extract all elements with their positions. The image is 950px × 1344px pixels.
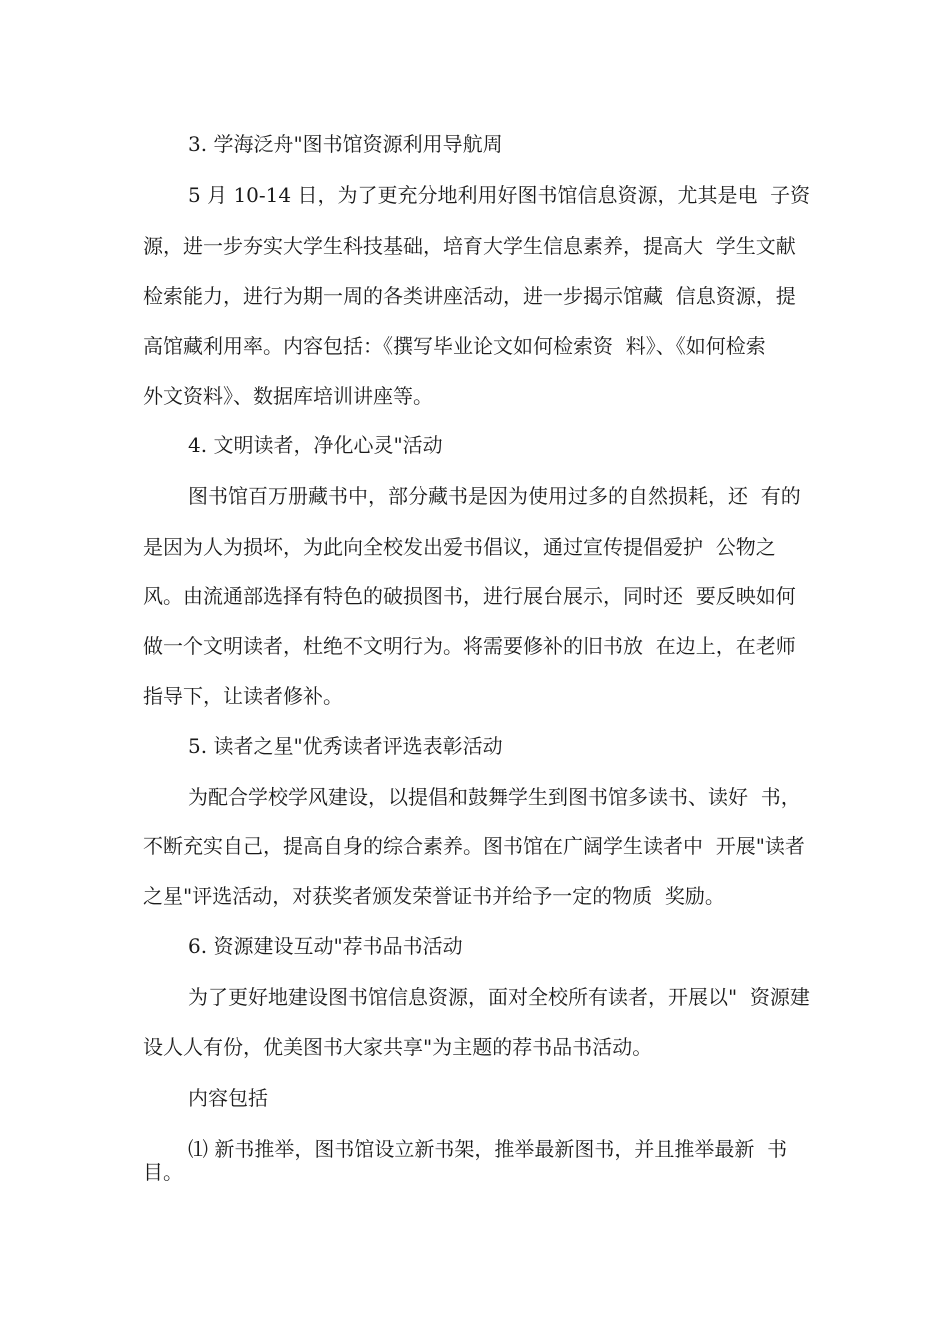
section-3-heading: 3. 学海泛舟"图书馆资源利用导航周 (188, 132, 503, 156)
section-4-line-3: 风。由流通部选择有特色的破损图书，进行展台展示，同时还 要反映如何 (143, 584, 796, 608)
section-3-line-2: 源，进一步夯实大学生科技基础，培育大学生信息素养，提高大 学生文献 (143, 234, 796, 258)
section-5-line-2: 不断充实自己，提高自身的综合素养。图书馆在广阔学生读者中 开展"读者 (143, 834, 805, 858)
item-1-line-1: ⑴ 新书推举，图书馆设立新书架，推举最新图书，并且推举最新 书 (188, 1137, 788, 1161)
section-3-line-1: 5 月 10-14 日，为了更充分地利用好图书馆信息资源，尤其是电 子资 (188, 183, 811, 207)
section-3-line-4: 高馆藏利用率。内容包括：《撰写毕业论文如何检索资 料》、《如何检索 (143, 334, 766, 358)
section-4-heading: 4. 文明读者，净化心灵"活动 (188, 433, 443, 457)
section-4-line-4: 做一个文明读者，杜绝不文明行为。将需要修补的旧书放 在边上，在老师 (143, 634, 796, 658)
section-4-line-1: 图书馆百万册藏书中，部分藏书是因为使用过多的自然损耗，还 有的 (188, 484, 801, 508)
item-1-line-2: 目。 (143, 1160, 183, 1184)
content-heading: 内容包括 (188, 1086, 268, 1110)
section-5-line-3: 之星"评选活动，对获奖者颁发荣誉证书并给予一定的物质 奖励。 (143, 884, 725, 908)
section-6-line-1: 为了更好地建设图书馆信息资源，面对全校所有读者，开展以" 资源建 (188, 985, 810, 1009)
section-3-line-5: 外文资料》、数据库培训讲座等。 (143, 384, 433, 408)
section-4-line-5: 指导下，让读者修补。 (143, 684, 343, 708)
section-6-line-2: 设人人有份，优美图书大家共享"为主题的荐书品书活动。 (143, 1035, 653, 1059)
section-4-line-2: 是因为人为损坏，为此向全校发出爱书倡议，通过宣传提倡爱护 公物之 (143, 535, 776, 559)
section-5-line-1: 为配合学校学风建设，以提倡和鼓舞学生到图书馆多读书、读好 书， (188, 785, 801, 809)
section-6-heading: 6. 资源建设互动"荐书品书活动 (188, 934, 463, 958)
section-5-heading: 5. 读者之星"优秀读者评选表彰活动 (188, 734, 503, 758)
section-3-line-3: 检索能力，进行为期一周的各类讲座活动，进一步揭示馆藏 信息资源，提 (143, 284, 796, 308)
